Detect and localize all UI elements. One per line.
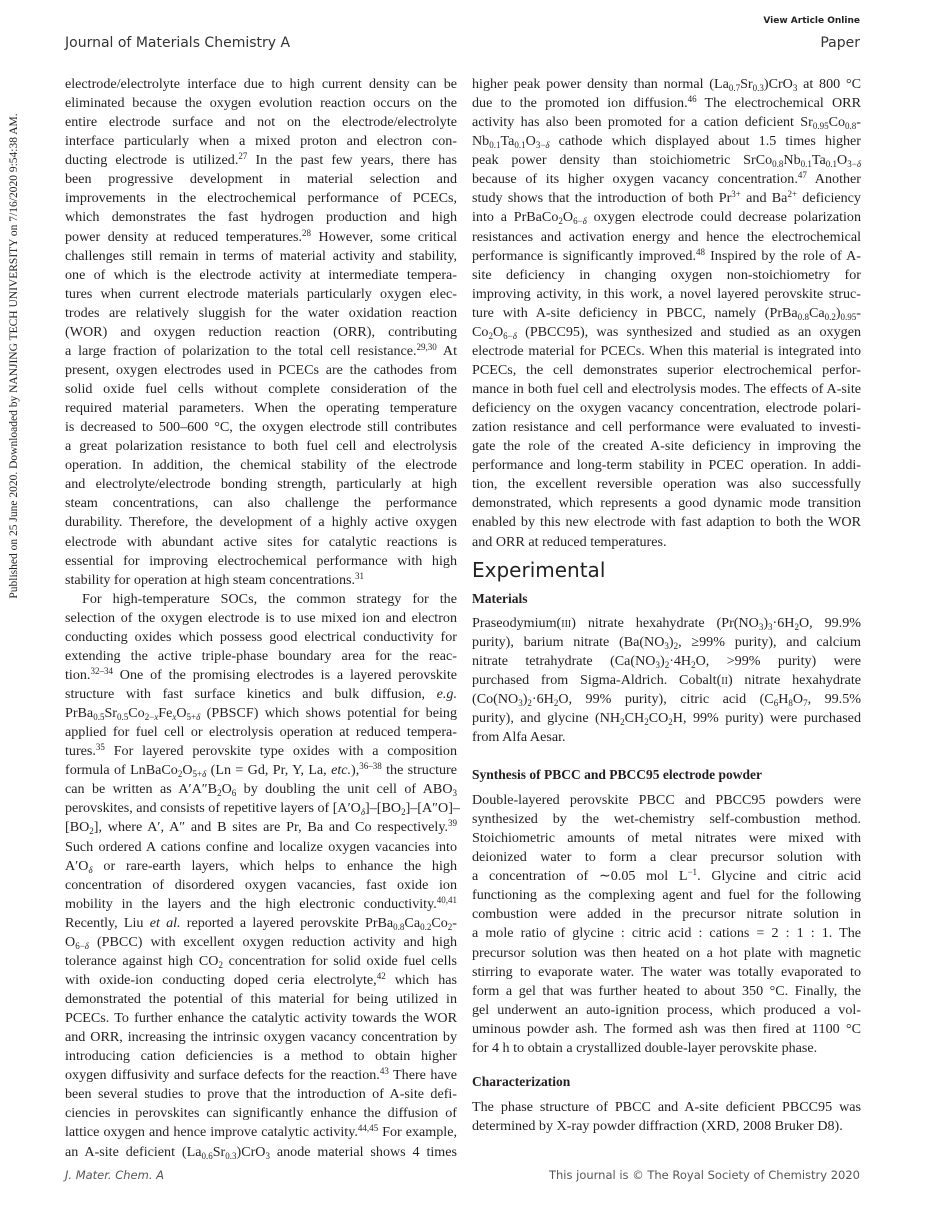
text-line: selection of the oxygen electrode is to use mixed ion and electron <box>65 609 457 626</box>
text-line: been progressive development in material selection and <box>65 171 457 188</box>
subheading-synthesis: Synthesis of PBCC and PBCC95 electrode powder <box>472 767 762 782</box>
text-line: ($Co(NO_3)_2\cdot 6H_2O$, 99% purity), citric acid ($C_6H_8O_7$, 99.5% <box>472 691 861 709</box>
text-line: $Nb_{0.1}Ta_{0.1}O_{3-\delta}$ cathode which displayed about 1.5 times higher <box>472 133 861 151</box>
text-line: $A'O_\delta$ or rare-earth layers, which helps to enhance the high <box>65 857 457 875</box>
text-line: steam concentrations, can also challenge the performance <box>65 495 457 512</box>
text-line: activity has also been promoted for a cation deficient $Sr_{0.95}Co_{0.8}-$ <box>472 114 861 132</box>
text-line: demonstrated, which represents a good dynamic mode transition <box>472 495 861 512</box>
text-line: formula of $LnBaCo_2O_{5+\delta}$ (Ln = Gd, Pr, Y, La, etc.),$^{36-38}$ the structure <box>65 761 457 780</box>
paragraph <box>472 614 861 747</box>
text-line: structure with fast surface kinetics and bulk diffusion, e.g. <box>65 686 457 702</box>
text-line: durability. Therefore, the development of a highly active oxygen <box>65 514 457 531</box>
synthesis-paragraph <box>472 791 861 1058</box>
text-line: and ORR at reduced temperatures. <box>472 533 667 550</box>
text-line: For high-temperature SOCs, the common strategy for the <box>82 590 457 607</box>
subheading-characterization: Characterization <box>472 1074 571 1089</box>
text-line: $Co_2O_{6-\delta}$ (PBCC95), was synthesized and studied as an oxygen <box>472 323 861 341</box>
text-line: is decreased to 500–600 °C, the oxygen electrode still contributes <box>65 419 457 436</box>
text-line: entire electrode surface and not on the electrode/electrolyte <box>65 114 457 131</box>
text-line: oxygen diffusivity and surface defects for the reaction.$^{43}$ There have <box>65 1066 457 1084</box>
text-line: present, oxygen electrodes used in PCECs are the cathodes from <box>65 361 457 378</box>
text-line: been several studies to prove that the introduction of A-site defi- <box>65 1086 457 1103</box>
download-notice: Published on 25 June 2020. Downloaded by NANJING TECH UNIVERSITY on 7/16/2020 9:54:38 AM. <box>8 113 20 599</box>
text-line: purity), barium nitrate ($Ba(NO_3)_2$, ≥99% purity), and calcium <box>472 634 861 652</box>
text-line: for 4 h to obtain a crystallized double-layer perovskite phase. <box>472 1039 818 1056</box>
section-heading-experimental: Experimental <box>472 558 606 582</box>
text-line: tion, the excellent reversible operation was also successfully <box>472 476 861 493</box>
text-line: conducting oxides which possess good electrical conductivity for <box>65 628 457 645</box>
text-line: and ORR, increasing the intrinsic oxygen vacancy concentration by <box>65 1029 457 1046</box>
text-line: deficiency on the oxygen vacancy concentration, electrode polari- <box>472 400 861 417</box>
text-line: performance is significantly improved.$^{48}$ Inspired by the role of A- <box>472 246 861 264</box>
text-line: tures when current electrode materials particularly oxygen elec- <box>65 285 457 302</box>
text-line: mobility in the layers and the high electronic conductivity.$^{40,41}$ <box>65 894 457 912</box>
footer-citation: J. Mater. Chem. A <box>65 1168 165 1182</box>
text-line: $PrBa_{0.5}Sr_{0.5}Co_{2-x}Fe_xO_{5+\delta}$ (PBSCF) which shows potential for being <box>65 705 457 723</box>
text-line: ducting electrode is utilized.$^{27}$ In the past few years, there has <box>65 151 457 169</box>
text-line: a mole ratio of glycine : citric acid : cations = 2 : 1 : 1. The <box>472 925 861 942</box>
text-line: Stoichiometric amounts of metal nitrates were mixed with <box>472 830 861 847</box>
left-column <box>65 75 460 1162</box>
text-line: operation. In addition, the chemical stability of the electrode <box>65 457 457 474</box>
text-line: trodes are relatively sluggish for the water oxidation reaction <box>65 304 457 321</box>
paragraph <box>472 791 861 1058</box>
text-line: concentration of disordered oxygen vacancies, fast oxide ion <box>65 876 457 893</box>
text-line: gate the role of the created A-site deficiency in improving the <box>472 438 861 455</box>
text-line: eliminated because the oxygen evolution reaction occurs on the <box>65 95 457 112</box>
text-line: lattice oxygen and hence improve catalytic activity.$^{44,45}$ For example, <box>65 1123 458 1141</box>
article-type: Paper <box>820 35 860 51</box>
characterization-paragraph <box>472 1098 861 1136</box>
text-line: higher peak power density than normal $(La_{0.7}Sr_{0.3})CrO_3$ at 800 °C <box>472 76 861 93</box>
right-column <box>472 75 861 552</box>
text-line: because of its higher oxygen vacancy concentration.$^{47}$ Another <box>472 170 861 188</box>
text-line: ciencies in perovskites can significantly enhance the diffusion of <box>65 1105 457 1122</box>
text-line: combustion were added in the precursor nitrate solution in <box>472 906 861 923</box>
text-line: tion.$^{32-34}$ One of the promising electrodes is a layered perovskite <box>65 665 457 683</box>
text-line: with oxide-ion conducting doped ceria electrolyte,$^{42}$ which has <box>65 970 457 988</box>
paragraph <box>65 75 457 590</box>
text-line: gel underwent an auto-ignition process, which produced a vol- <box>472 1001 861 1018</box>
paragraph <box>472 75 861 552</box>
text-line: required material parameters. When the operating temperature <box>65 400 457 417</box>
text-line: nitrate tetrahydrate ($Ca(NO_3)_2\cdot 4H_2O$, >99% purity) were <box>472 653 862 671</box>
text-line: $[BO_2]$, where A′, A″ and B sites are Pr, Ba and Co respectively.$^{39}$ <box>65 818 457 837</box>
text-line: one of which is the electrode activity at intermediate tempera- <box>65 266 457 283</box>
text-line: stability for operation at high steam concentrations.$^{31}$ <box>65 570 365 588</box>
text-line: improving activity, in this work, a novel layered perovskite struc- <box>472 285 861 302</box>
text-line: power density at reduced temperatures.$^{28}$ However, some critical <box>65 227 457 245</box>
text-line: a concentration of ∼0.05 mol $L^{-1}$. Glycine and citric acid <box>472 867 861 885</box>
text-line: a great polarization resistance to both fuel cell and electrolysis <box>65 438 457 455</box>
text-line: zation resistance and cell performance were evaluated to investi- <box>472 419 861 436</box>
text-line: introducing cation deficiencies is a method to obtain higher <box>65 1048 457 1065</box>
view-article-online-link[interactable]: View Article Online <box>763 16 860 26</box>
text-line: Praseodymium(iii) nitrate hexahydrate ($Pr(NO_3)_3\cdot 6H_2O$, 99.9% <box>472 615 861 632</box>
text-line: (WOR) and oxygen reduction reaction (ORR), contributing <box>65 323 457 340</box>
text-line: Such ordered A cations confine and localize oxygen vacancies into <box>65 838 457 855</box>
text-line: performance and long-term stability in PCEC operation. In addi- <box>472 457 861 474</box>
text-line: $O_{6-\delta}$ (PBCC) with excellent oxygen reduction activity and high <box>65 933 457 951</box>
text-line: electrode/electrolyte interface due to high current density can be <box>65 76 457 92</box>
text-line: ture with A-site deficiency in PBCC, namely $(PrBa_{0.8}Ca_{0.2})_{0.95}-$ <box>472 304 861 322</box>
paragraph <box>472 1098 861 1136</box>
text-line: study shows that the introduction of both $Pr^{3+}$ and $Ba^{2+}$ deficiency <box>472 189 861 207</box>
text-line: functioning as the complexing agent and fuel for the following <box>472 887 861 904</box>
text-line: site deficiency in changing oxygen non-stoichiometry for <box>472 266 861 283</box>
text-line: peak power density than stoichiometric $SrCo_{0.8}Nb_{0.1}Ta_{0.1}O_{3-\delta}$ <box>472 152 861 170</box>
text-line: from Alfa Aesar. <box>472 729 566 746</box>
text-line: a large fraction of polarization to the total cell resistance.$^{29,30}$ At <box>65 341 457 359</box>
footer-copyright: This journal is © The Royal Society of Chemistry 2020 <box>548 1168 860 1182</box>
text-line: determined by X-ray powder diffraction (XRD, 2008 Bruker D8). <box>472 1118 843 1135</box>
text-line: solid oxide fuel cells without complete consideration of the <box>65 381 457 397</box>
text-line: applied for fuel cell or electrolysis operation at reduced tempera- <box>65 724 457 741</box>
text-line: and electrolyte/electrode bonding strength, particularly at high <box>65 476 457 493</box>
text-line: deionized water to form a clear precursor solution with <box>472 849 861 866</box>
text-line: challenges still remain in terms of material activity and stability, <box>65 247 457 264</box>
text-line: Double-layered perovskite PBCC and PBCC95 powders were <box>472 792 861 808</box>
text-line: purity), and glycine ($NH_2CH_2CO_2H$, 99% purity) were purchased <box>472 710 861 728</box>
text-line: uminous powder ash. The formed ash was then fired at 1100 °C <box>472 1020 861 1037</box>
text-line: enabled by this new electrode with fast adaption to both the WOR <box>472 514 861 531</box>
text-line: purchased from Sigma-Aldrich. Cobalt(ii) nitrate hexahydrate <box>472 672 861 689</box>
text-line: can be written as $A'A''B_2O_6$ by doubling the unit cell of $ABO_3$ <box>65 781 458 799</box>
text-line: form a gel that was further heated to about 350 °C. Finally, the <box>472 982 861 999</box>
materials-paragraph <box>472 614 861 747</box>
text-line: resistances and activation energy and hence the electrochemical <box>472 228 861 245</box>
text-line: mance in both fuel cell and electrolysis modes. The effects of A-site <box>472 381 861 397</box>
text-line: PCECs, the cell demonstrates superior electrochemical perfor- <box>472 361 861 378</box>
text-line: tures.$^{35}$ For layered perovskite type oxides with a composition <box>65 742 457 760</box>
text-line: which demonstrates the fast hydrogen production and high <box>65 209 457 226</box>
text-line: perovskites, and consists of repetitive layers of $[A'O_\delta]-[BO_2]-[A''O]-$ <box>65 800 460 818</box>
text-line: essential for improving electrochemical performance with high <box>65 552 457 569</box>
paragraph <box>65 590 460 1162</box>
text-line: due to the promoted ion diffusion.$^{46}$ The electrochemical ORR <box>472 94 861 112</box>
text-line: stirring to evaporate water. The water was totally evaporated to <box>472 963 861 980</box>
text-line: The phase structure of PBCC and A-site deficient PBCC95 was <box>472 1099 861 1115</box>
text-line: interface particularly when a mixed proton and electron con- <box>65 133 457 150</box>
text-line: tolerance against high $CO_2$ concentration for solid oxide fuel cells <box>65 952 457 970</box>
text-line: electrode with abundant active sites for catalytic reactions is <box>65 533 457 550</box>
text-line: Recently, Liu et al. reported a layered perovskite $PrBa_{0.8}Ca_{0.2}Co_2-$ <box>65 914 457 932</box>
text-line: synthesized by the wet-chemistry self-combustion method. <box>472 811 861 828</box>
journal-title: Journal of Materials Chemistry A <box>65 35 291 51</box>
text-line: an A-site deficient $(La_{0.6}Sr_{0.3})CrO_3$ anode material shows 4 times <box>65 1143 457 1161</box>
text-line: demonstrated the potential of this material for being utilized in <box>65 991 457 1007</box>
text-line: extending the active triple-phase boundary area for the reac- <box>65 647 457 664</box>
text-line: electrode material for PCECs. When this material is integrated into <box>472 342 861 359</box>
subheading-materials: Materials <box>472 591 528 606</box>
text-line: improvements in the electrochemical performance of PCECs, <box>65 190 457 207</box>
text-line: precursor solution was then heated on a hot plate with magnetic <box>472 944 861 961</box>
text-line: into a $PrBaCo_2O_{6-\delta}$ oxygen electrode could decrease polarization <box>472 209 861 227</box>
text-line: PCECs. To further enhance the catalytic activity towards the WOR <box>65 1010 457 1027</box>
